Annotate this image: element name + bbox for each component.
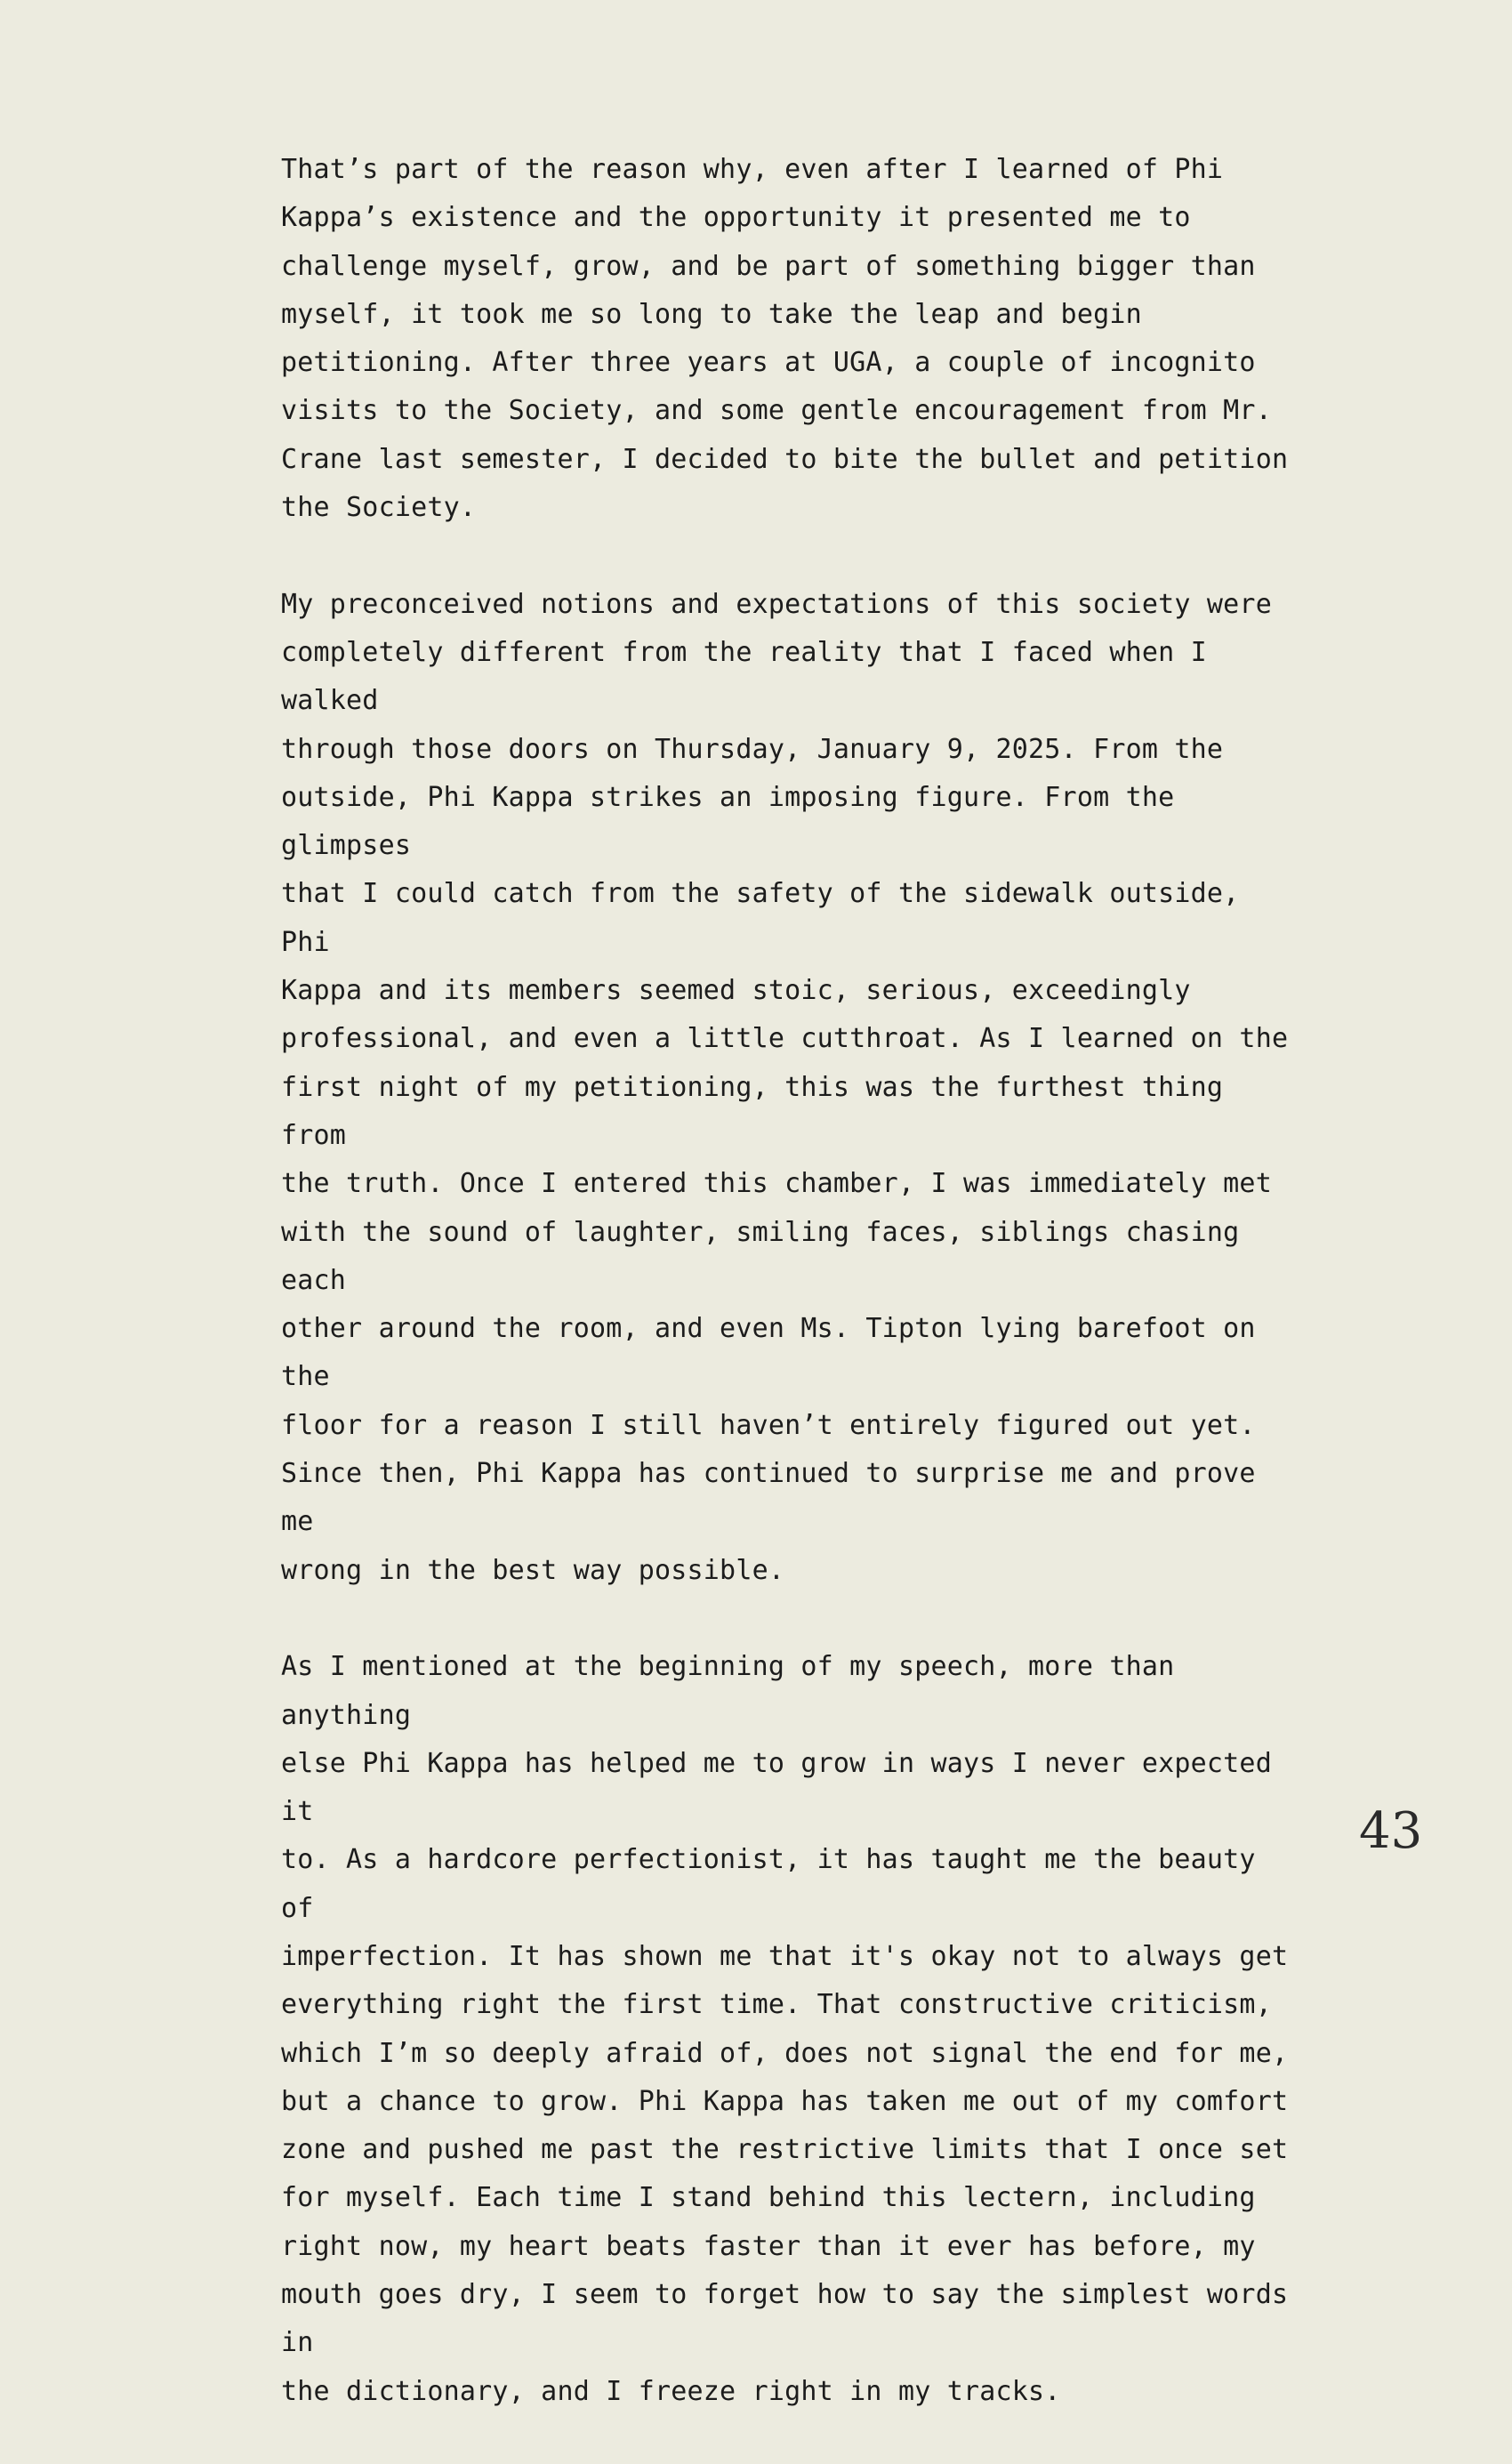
paragraph-1: That’s part of the reason why, even after I learned of Phi Kappa’s existence and the opportunity it presented me to challenge myself, grow, and be part of something bigger than myself, it took me so long to take the leap and begin petitioning. After three years at UGA, a couple of incognito visits to the Society, and some gentle encouragement from Mr. Crane last semester, I decided to bite the bullet and petition the Society. xyxy=(281,154,1289,524)
page-number: 43 xyxy=(1359,1802,1423,1860)
paragraph-2: My preconceived notions and expectations of this society were completely different from the reality that I faced when I walked through those doors on Thursday, January 9, 2025. From the outside, Phi Kappa strikes an imposing figure. From the glimpses that I could catch from the safety of the sidewalk outside, Phi Kappa and its members seemed stoic, serious, exceedingly professional, and even a little cutthroat. As I learned on the first night of my petitioning, this was the furthest thing from the truth. Once I entered this chamber, I was immediately met with the sound of laughter, smiling faces, siblings chasing each other around the room, and even Ms. Tipton lying barefoot on the floor for a reason I still haven’t entirely figured out yet. Since then, Phi Kappa has continued to surprise me and prove me wrong in the best way possible. xyxy=(281,588,1289,1586)
paragraph-3: As I mentioned at the beginning of my speech, more than anything else Phi Kappa has helped me to grow in ways I never expected it to. As a hardcore perfectionist, it has taught me the beauty of imperfection. It has shown me that it's okay not to always get everything right the first time. That constructive criticism, which I’m so deeply afraid of, does not signal the end for me, but a chance to grow. Phi Kappa has taken me out of my comfort zone and pushed me past the restrictive limits that I once set for myself. Each time I stand behind this lectern, including right now, my heart beats faster than it ever has before, my mouth goes dry, I seem to forget how to say the simplest words in the dictionary, and I freeze right in my tracks. xyxy=(281,1651,1289,2407)
body-text xyxy=(281,146,1295,2464)
